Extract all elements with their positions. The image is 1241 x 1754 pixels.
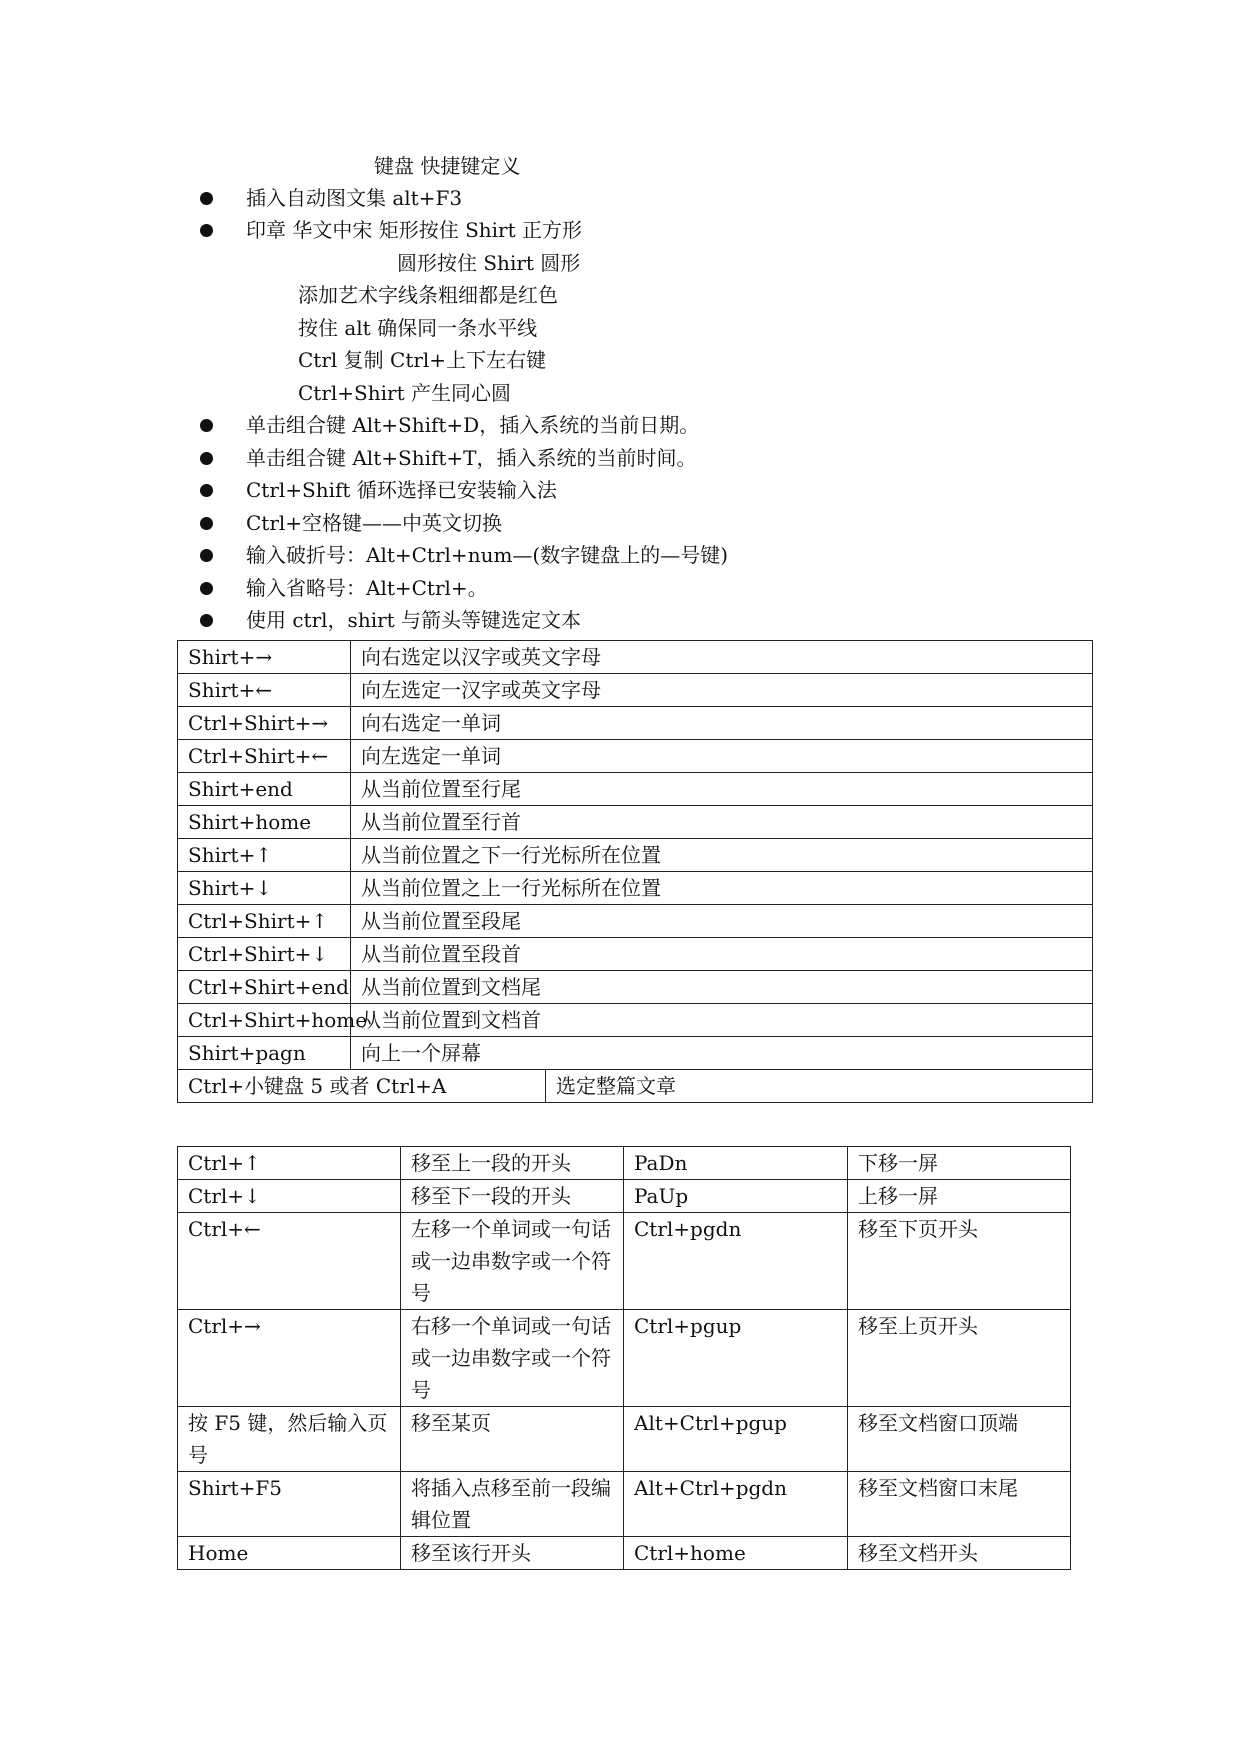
shortcut-key-cell: Shirt+end: [178, 773, 351, 806]
shortcut-desc-cell: 从当前位置至行首: [351, 806, 1093, 839]
table-row: [178, 1537, 1071, 1570]
shortcut-desc-cell: 移至下页开头: [848, 1213, 1071, 1310]
shortcut-key-cell: Ctrl+↓: [178, 1180, 401, 1213]
table-row: [178, 1037, 1093, 1070]
table-row: [178, 773, 1093, 806]
shortcut-key-cell: Alt+Ctrl+pgdn: [624, 1472, 848, 1537]
shortcut-key-cell: Ctrl+Shirt+←: [178, 740, 351, 773]
table-row: [178, 1213, 1071, 1310]
shortcut-key-cell: Alt+Ctrl+pgup: [624, 1407, 848, 1472]
shortcut-desc-cell: 移至某页: [401, 1407, 624, 1472]
shortcut-key-cell: Ctrl+小键盘 5 或者 Ctrl+A: [178, 1070, 546, 1103]
bullet-dot-icon: [200, 549, 213, 562]
shortcut-desc-cell: 移至上页开头: [848, 1310, 1071, 1407]
table-row: [178, 1180, 1071, 1213]
bullet-text: 使用 ctrl，shirt 与箭头等键选定文本: [246, 608, 582, 632]
table-row: [178, 971, 1093, 1004]
shortcut-desc-cell: 从当前位置至段尾: [351, 905, 1093, 938]
shortcut-desc-cell: 左移一个单词或一句话或一边串数字或一个符号: [401, 1213, 624, 1310]
bullet-dot-icon: [200, 517, 213, 530]
shortcut-desc-cell: 移至文档开头: [848, 1537, 1071, 1570]
bullet-dot-icon: [200, 452, 213, 465]
shortcut-key-cell: Ctrl+Shirt+home: [178, 1004, 351, 1037]
shortcut-desc-cell: 向上一个屏幕: [351, 1037, 1093, 1070]
shortcut-desc-cell: 移至下一段的开头: [401, 1180, 624, 1213]
table-row: [178, 1070, 1093, 1103]
shortcut-key-cell: Shirt+pagn: [178, 1037, 351, 1070]
shortcut-key-cell: PaDn: [624, 1147, 848, 1180]
document-title: 键盘 快捷键定义: [374, 154, 521, 178]
indented-line: 添加艺术字线条粗细都是红色: [298, 283, 558, 307]
shortcut-key-cell: Shirt+↑: [178, 839, 351, 872]
shortcut-desc-cell: 选定整篇文章: [546, 1070, 1093, 1103]
bullet-dot-icon: [200, 224, 213, 237]
indented-line: Ctrl 复制 Ctrl+上下左右键: [298, 348, 547, 372]
shortcut-key-cell: Shirt+F5: [178, 1472, 401, 1537]
bullet-dot-icon: [200, 419, 213, 432]
table-row: [178, 938, 1093, 971]
shortcut-key-cell: Ctrl+home: [624, 1537, 848, 1570]
indented-line: 按住 alt 确保同一条水平线: [298, 316, 538, 340]
shortcut-desc-cell: 从当前位置至段首: [351, 938, 1093, 971]
shortcut-desc-cell: 移至文档窗口顶端: [848, 1407, 1071, 1472]
bullet-text: 印章 华文中宋 矩形按住 Shirt 正方形: [246, 218, 583, 242]
table-row: [178, 806, 1093, 839]
shortcut-key-cell: Shirt+←: [178, 674, 351, 707]
shortcut-desc-cell: 向左选定一单词: [351, 740, 1093, 773]
shortcut-desc-cell: 移至上一段的开头: [401, 1147, 624, 1180]
shortcut-desc-cell: 从当前位置到文档首: [351, 1004, 1093, 1037]
bullet-text: 输入破折号：Alt+Ctrl+num—(数字键盘上的—号键): [246, 543, 729, 567]
shortcut-desc-cell: 向右选定一单词: [351, 707, 1093, 740]
bullet-dot-icon: [200, 582, 213, 595]
table-row: [178, 740, 1093, 773]
table-row: [178, 1407, 1071, 1472]
shortcut-key-cell: Shirt+home: [178, 806, 351, 839]
shortcut-key-cell: Ctrl+pgup: [624, 1310, 848, 1407]
table-row: [178, 1004, 1093, 1037]
shortcut-desc-cell: 将插入点移至前一段编辑位置: [401, 1472, 624, 1537]
shortcut-key-cell: Ctrl+→: [178, 1310, 401, 1407]
shortcut-desc-cell: 向右选定以汉字或英文字母: [351, 641, 1093, 674]
shortcut-key-cell: Shirt+→: [178, 641, 351, 674]
shortcut-desc-cell: 从当前位置至行尾: [351, 773, 1093, 806]
shortcut-key-cell: PaUp: [624, 1180, 848, 1213]
table-row: [178, 1472, 1071, 1537]
bullet-dot-icon: [200, 484, 213, 497]
table-row: [178, 872, 1093, 905]
shortcut-desc-cell: 上移一屏: [848, 1180, 1071, 1213]
shortcut-key-cell: Shirt+↓: [178, 872, 351, 905]
table-row: [178, 905, 1093, 938]
bullet-text: 输入省略号：Alt+Ctrl+。: [246, 576, 488, 600]
table-row: [178, 707, 1093, 740]
bullet-text: Ctrl+空格键——中英文切换: [246, 511, 503, 535]
navigation-shortcuts-table: [177, 1146, 1071, 1570]
bullet-text: 单击组合键 Alt+Shift+T，插入系统的当前时间。: [246, 446, 697, 470]
shortcut-key-cell: Ctrl+pgdn: [624, 1213, 848, 1310]
shortcut-key-cell: Ctrl+Shirt+↓: [178, 938, 351, 971]
shortcut-desc-cell: 移至该行开头: [401, 1537, 624, 1570]
shortcut-desc-cell: 从当前位置之下一行光标所在位置: [351, 839, 1093, 872]
table-row: [178, 641, 1093, 674]
table-row: [178, 1310, 1071, 1407]
shortcut-key-cell: Ctrl+Shirt+↑: [178, 905, 351, 938]
bullet-text: 单击组合键 Alt+Shift+D，插入系统的当前日期。: [246, 413, 700, 437]
shortcut-key-cell: Ctrl+Shirt+→: [178, 707, 351, 740]
shortcut-key-cell: 按 F5 键，然后输入页号: [178, 1407, 401, 1472]
shortcut-key-cell: Home: [178, 1537, 401, 1570]
indented-line: Ctrl+Shirt 产生同心圆: [298, 381, 511, 405]
bullet-text: Ctrl+Shift 循环选择已安装输入法: [246, 478, 557, 502]
indented-line: 圆形按住 Shirt 圆形: [397, 251, 581, 275]
table-row: [178, 839, 1093, 872]
bullet-text: 插入自动图文集 alt+F3: [246, 186, 463, 210]
shortcut-key-cell: Ctrl+↑: [178, 1147, 401, 1180]
shortcut-desc-cell: 从当前位置到文档尾: [351, 971, 1093, 1004]
shortcut-desc-cell: 下移一屏: [848, 1147, 1071, 1180]
table-row: [178, 674, 1093, 707]
selection-shortcuts-table: [177, 640, 1093, 1103]
shortcut-key-cell: Ctrl+←: [178, 1213, 401, 1310]
table-row: [178, 1147, 1071, 1180]
bullet-dot-icon: [200, 614, 213, 627]
shortcut-desc-cell: 向左选定一汉字或英文字母: [351, 674, 1093, 707]
shortcut-desc-cell: 从当前位置之上一行光标所在位置: [351, 872, 1093, 905]
shortcut-key-cell: Ctrl+Shirt+end: [178, 971, 351, 1004]
shortcut-desc-cell: 移至文档窗口末尾: [848, 1472, 1071, 1537]
shortcut-desc-cell: 右移一个单词或一句话或一边串数字或一个符号: [401, 1310, 624, 1407]
bullet-dot-icon: [200, 192, 213, 205]
